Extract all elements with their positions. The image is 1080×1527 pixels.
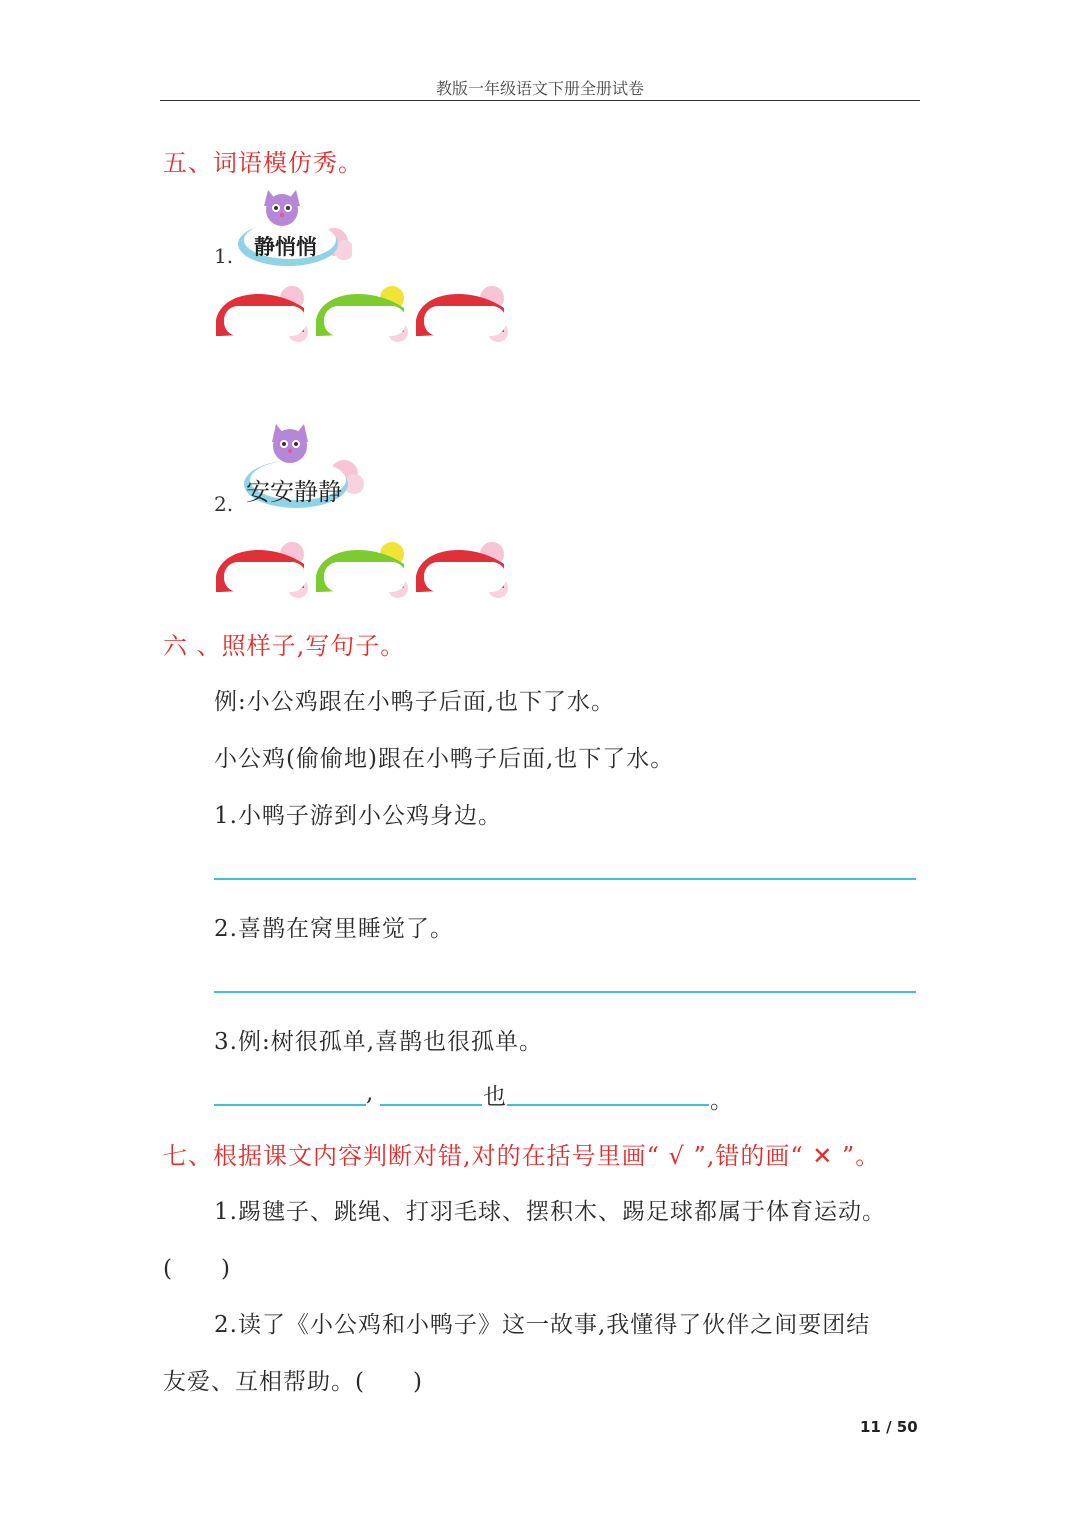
section6-heading: 六 、照样子,写句子。 <box>163 632 406 660</box>
cat-icon <box>272 424 308 463</box>
word-blank[interactable] <box>416 286 508 342</box>
section5-heading: 五、词语模仿秀。 <box>163 149 363 177</box>
cat-icon <box>264 190 300 226</box>
section5-item2-word: 安安静静 <box>246 478 342 506</box>
q3-also: 也 <box>483 1084 507 1110</box>
section7-question2-line2[interactable]: 友爱、互相帮助。( ) <box>163 1369 423 1395</box>
answer-line-1[interactable] <box>214 878 916 880</box>
word-blank[interactable] <box>316 286 408 342</box>
page-number: 11 / 50 <box>860 1418 918 1436</box>
section5-item2-number: 2. <box>214 492 234 516</box>
header-rule <box>160 100 920 101</box>
q3-blank-3[interactable] <box>507 1104 709 1106</box>
word-blank[interactable] <box>216 542 308 598</box>
answer-line-2[interactable] <box>214 991 916 993</box>
q3-blank-1[interactable] <box>214 1104 366 1106</box>
section7-question1-answer-paren[interactable]: ( ) <box>163 1256 231 1282</box>
section6-question3: 3.例:树很孤单,喜鹊也很孤单。 <box>214 1029 544 1055</box>
section7-question1: 1.踢毽子、跳绳、打羽毛球、摆积木、踢足球都属于体育运动。 <box>214 1199 886 1225</box>
q3-blank-2[interactable] <box>380 1104 482 1106</box>
section6-example-line1: 例:小公鸡跟在小鸭子后面,也下了水。 <box>214 689 616 715</box>
section7-heading: 七、根据课文内容判断对错,对的在括号里画“ √ ”,错的画“ ✕ ”。 <box>163 1142 881 1170</box>
section6-question1: 1.小鸭子游到小公鸡身边。 <box>214 803 502 829</box>
section6-question2: 2.喜鹊在窝里睡觉了。 <box>214 916 454 942</box>
q3-comma: , <box>366 1080 375 1106</box>
word-blanks-row-2 <box>212 538 518 604</box>
section5-item1-word: 静悄悄 <box>254 235 317 259</box>
q3-period: 。 <box>710 1088 734 1114</box>
section7-question2-line1: 2.读了《小公鸡和小鸭子》这一故事,我懂得了伙伴之间要团结 <box>214 1312 871 1338</box>
word-blank[interactable] <box>316 542 408 598</box>
word-blank[interactable] <box>416 542 508 598</box>
section5-item1-number: 1. <box>214 244 234 268</box>
page-header-title: 教版一年级语文下册全册试卷 <box>435 79 644 98</box>
section6-example-line2: 小公鸡(偷偷地)跟在小鸭子后面,也下了水。 <box>214 746 675 772</box>
word-blank[interactable] <box>216 286 308 342</box>
word-blanks-row-1 <box>212 282 518 348</box>
